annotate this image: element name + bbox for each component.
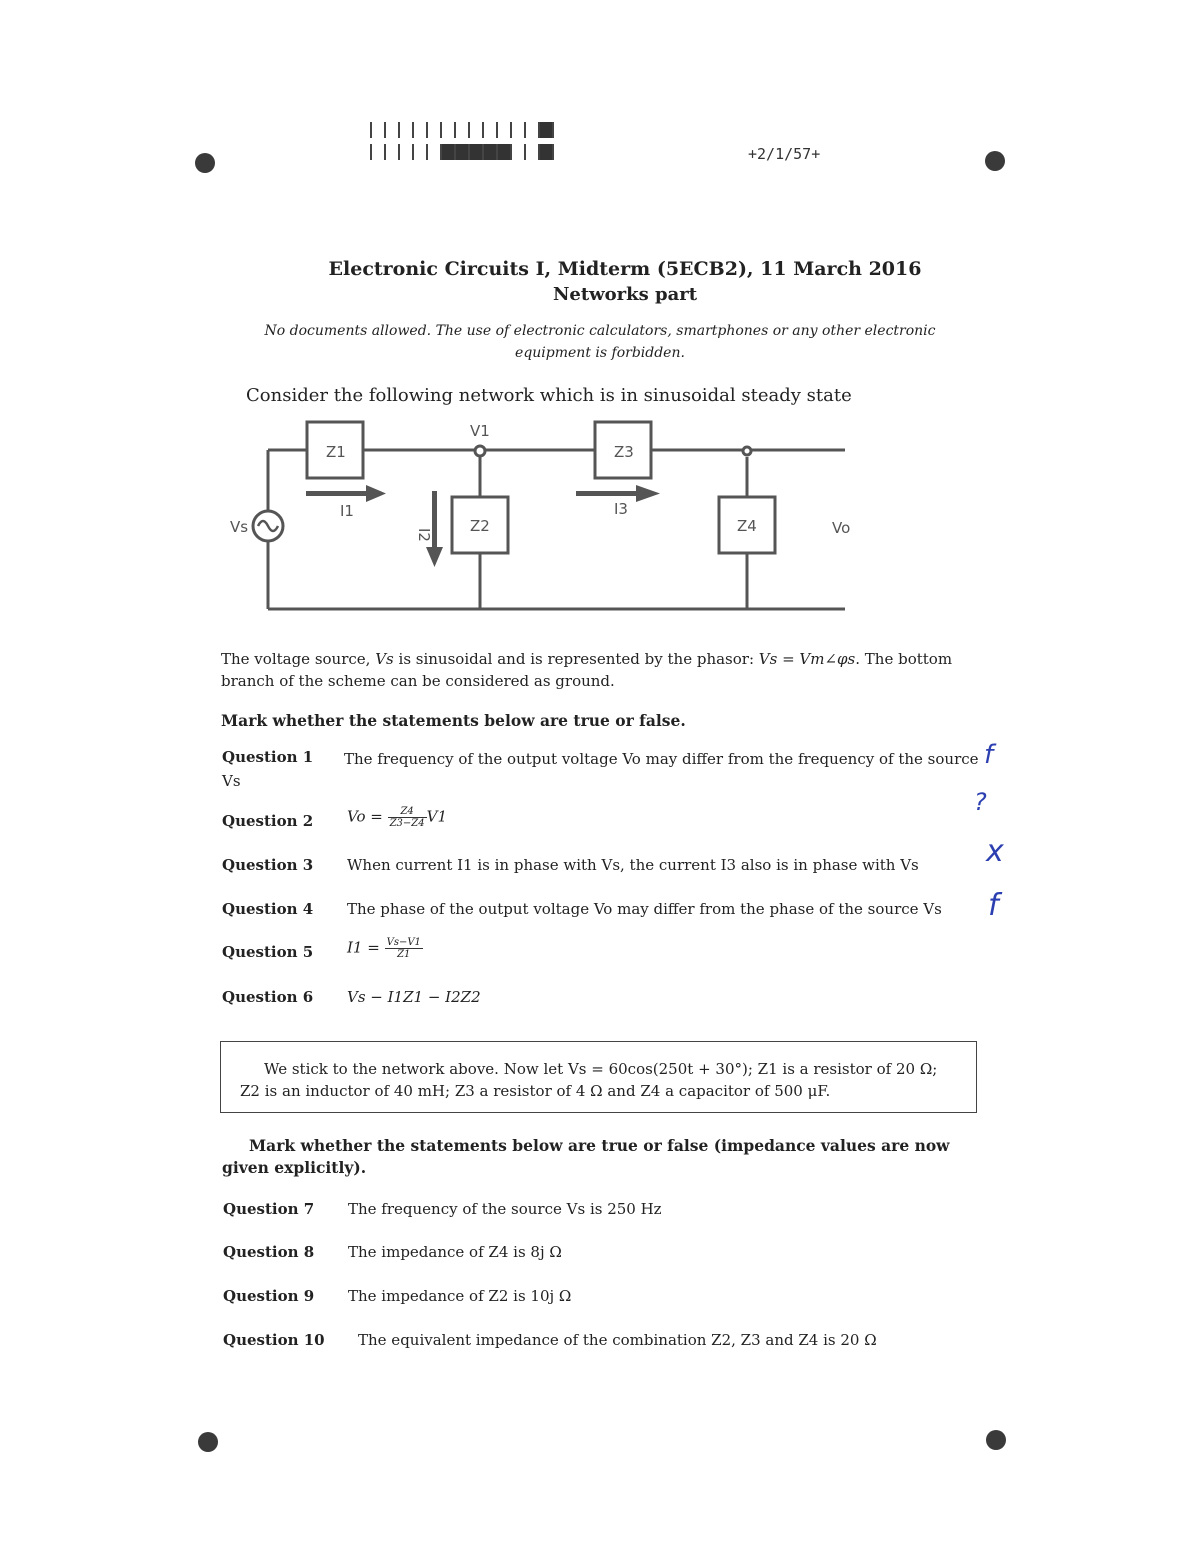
handwritten-mark-q3: x bbox=[986, 834, 1004, 869]
circuit-diagram bbox=[220, 415, 860, 620]
label-z1: Z1 bbox=[326, 443, 346, 461]
q5-fraction bbox=[385, 937, 423, 960]
parameters-box-text bbox=[240, 1058, 970, 1102]
page-id: +2/1/57+ bbox=[748, 145, 821, 163]
question-10-text: The equivalent impedance of the combination Z2, Z3 and Z4 is 20 Ω bbox=[358, 1331, 877, 1349]
exam-notice: No documents allowed. The use of electronic calculators, smartphones or any other electronic equipment is forbidden. bbox=[264, 323, 936, 361]
barcode-bottom bbox=[370, 144, 574, 160]
registration-mark-bottom-left bbox=[198, 1432, 218, 1452]
source-desc-vs: Vs bbox=[375, 650, 394, 668]
question-1-label: Question 1 bbox=[222, 748, 314, 766]
question-8-text: The impedance of Z4 is 8j Ω bbox=[348, 1243, 562, 1261]
source-desc-part3: . The bottom branch of the scheme can be considered as ground. bbox=[221, 650, 953, 690]
node-vo bbox=[743, 447, 751, 455]
question-6-label: Question 6 bbox=[222, 988, 314, 1006]
handwritten-mark-q2: ? bbox=[974, 788, 987, 816]
registration-mark-bottom-right bbox=[986, 1430, 1006, 1450]
question-7-text: The frequency of the source Vs is 250 Hz bbox=[348, 1200, 662, 1218]
q2-lhs: Vo = bbox=[347, 807, 383, 826]
label-z2: Z2 bbox=[470, 517, 490, 535]
question-4-text: The phase of the output voltage Vo may differ from the phase of the source Vs bbox=[347, 900, 942, 918]
label-v1: V1 bbox=[470, 422, 490, 440]
section2-instruction: Mark whether the statements below are true or false (impedance values are now given explicitly). bbox=[222, 1136, 950, 1177]
question-10-label: Question 10 bbox=[223, 1331, 325, 1349]
registration-mark-top-right bbox=[985, 151, 1005, 171]
q5-denominator: Z1 bbox=[397, 949, 411, 960]
q2-fraction bbox=[388, 806, 427, 829]
question-3-text: When current I1 is in phase with Vs, the current I3 also is in phase with Vs bbox=[347, 856, 919, 874]
parameters-line-2: Z2 is an inductor of 40 mH; Z3 a resistor of 4 Ω and Z4 a capacitor of 500 μF. bbox=[240, 1082, 831, 1100]
exam-subtitle: Networks part bbox=[552, 284, 698, 305]
question-9-label: Question 9 bbox=[223, 1287, 315, 1305]
question-3-label: Question 3 bbox=[222, 856, 314, 874]
question-7-label: Question 7 bbox=[223, 1200, 315, 1218]
q2-rhs: V1 bbox=[426, 807, 447, 826]
intro-text: Consider the following network which is in sinusoidal steady state bbox=[246, 385, 852, 406]
question-6-text: Vs − I1Z1 − I2Z2 bbox=[347, 988, 481, 1006]
q5-numerator: Vs−V1 bbox=[386, 937, 421, 948]
q2-numerator: Z4 bbox=[388, 806, 427, 818]
label-i2: I2 bbox=[415, 528, 433, 542]
question-5-label: Question 5 bbox=[222, 943, 314, 961]
question-2-label: Question 2 bbox=[222, 812, 314, 830]
registration-mark-top-left bbox=[195, 153, 215, 173]
source-description bbox=[221, 648, 981, 692]
question-8-label: Question 8 bbox=[223, 1243, 315, 1261]
barcode-top bbox=[370, 122, 574, 138]
question-9-text: The impedance of Z2 is 10j Ω bbox=[348, 1287, 572, 1305]
source-desc-part2: is sinusoidal and is represented by the phasor: bbox=[393, 650, 759, 668]
question-4-label: Question 4 bbox=[222, 900, 314, 918]
q2-denominator: Z3−Z4 bbox=[389, 818, 425, 829]
question-5-formula bbox=[347, 937, 423, 960]
question-1-text: The frequency of the output voltage Vo may differ from the frequency of the source Vs bbox=[222, 750, 979, 790]
handwritten-mark-q1: f bbox=[984, 740, 994, 770]
q5-lhs: I1 = bbox=[347, 938, 380, 957]
label-vo: Vo bbox=[832, 519, 851, 537]
source-desc-part1: The voltage source, bbox=[221, 650, 376, 668]
question-2-formula bbox=[347, 806, 447, 829]
label-z3: Z3 bbox=[614, 443, 634, 461]
section1-instruction: Mark whether the statements below are true or false. bbox=[221, 711, 686, 730]
label-i1: I1 bbox=[340, 502, 354, 520]
node-v1 bbox=[475, 446, 485, 456]
parameters-line-1: We stick to the network above. Now let Vs = 60cos(250t + 30°); Z1 is a resistor of 20 Ω; bbox=[264, 1060, 938, 1078]
source-desc-phasor: Vs = Vm∠φs bbox=[758, 650, 856, 668]
handwritten-mark-q4: f bbox=[988, 888, 999, 923]
exam-title: Electronic Circuits I, Midterm (5ECB2), 11 March 2016 bbox=[328, 258, 922, 280]
label-z4: Z4 bbox=[737, 517, 757, 535]
label-i3: I3 bbox=[614, 500, 628, 518]
label-vs: Vs bbox=[230, 518, 249, 536]
